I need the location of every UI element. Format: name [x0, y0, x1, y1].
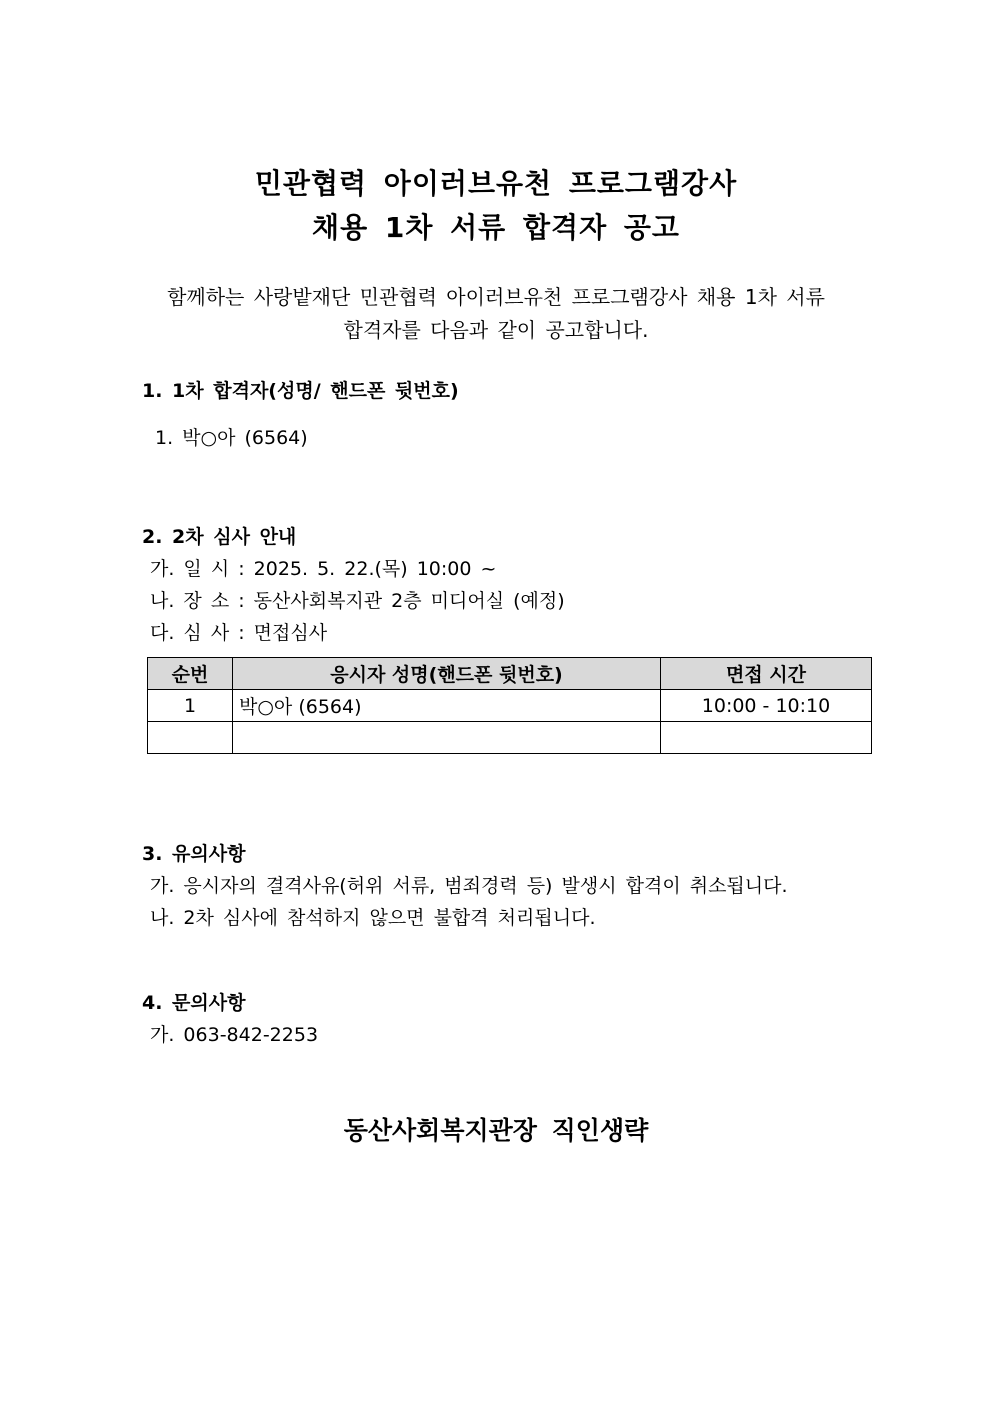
interview-schedule-table — [147, 657, 872, 754]
section-3-line-1: 가. 응시자의 결격사유(허위 서류, 범죄경력 등) 발생시 합격이 취소됩니다. — [150, 875, 788, 897]
section-2-heading: 2. 2차 심사 안내 — [142, 526, 297, 548]
section-2-line-review: 다. 심 사 : 면접심사 — [150, 622, 328, 644]
cell-time: 10:00 - 10:10 — [661, 690, 872, 722]
table-header-row — [148, 658, 872, 690]
cell-applicant — [233, 722, 661, 754]
table-row — [148, 722, 872, 754]
cell-time — [661, 722, 872, 754]
cell-applicant: 박○아 (6564) — [233, 690, 661, 722]
section-2-line-schedule: 가. 일 시 : 2025. 5. 22.(목) 10:00 ~ — [150, 558, 497, 580]
table-row — [148, 690, 872, 722]
intro-line-1: 함께하는 사랑밭재단 민관협력 아이러브유천 프로그램강사 채용 1차 서류 — [167, 285, 825, 309]
header-order: 순번 — [148, 658, 233, 690]
section-2-line-location: 나. 장 소 : 동산사회복지관 2층 미디어실 (예정) — [150, 590, 565, 612]
section-1-item: 1. 박○아 (6564) — [155, 427, 308, 449]
cell-order: 1 — [148, 690, 233, 722]
signature: 동산사회복지관장 직인생략 — [343, 1116, 649, 1145]
section-1-heading: 1. 1차 합격자(성명/ 핸드폰 뒷번호) — [142, 380, 459, 402]
header-time: 면접 시간 — [661, 658, 872, 690]
section-4-heading: 4. 문의사항 — [142, 992, 246, 1014]
title-line-2: 채용 1차 서류 합격자 공고 — [312, 211, 680, 244]
intro-line-2: 합격자를 다음과 같이 공고합니다. — [343, 318, 649, 342]
title-line-1: 민관협력 아이러브유천 프로그램강사 — [254, 167, 738, 200]
section-4-line-phone: 가. 063-842-2253 — [150, 1024, 319, 1046]
header-applicant: 응시자 성명(핸드폰 뒷번호) — [233, 658, 661, 690]
section-3-line-2: 나. 2차 심사에 참석하지 않으면 불합격 처리됩니다. — [150, 907, 596, 929]
section-3-heading: 3. 유의사항 — [142, 843, 246, 865]
cell-order — [148, 722, 233, 754]
